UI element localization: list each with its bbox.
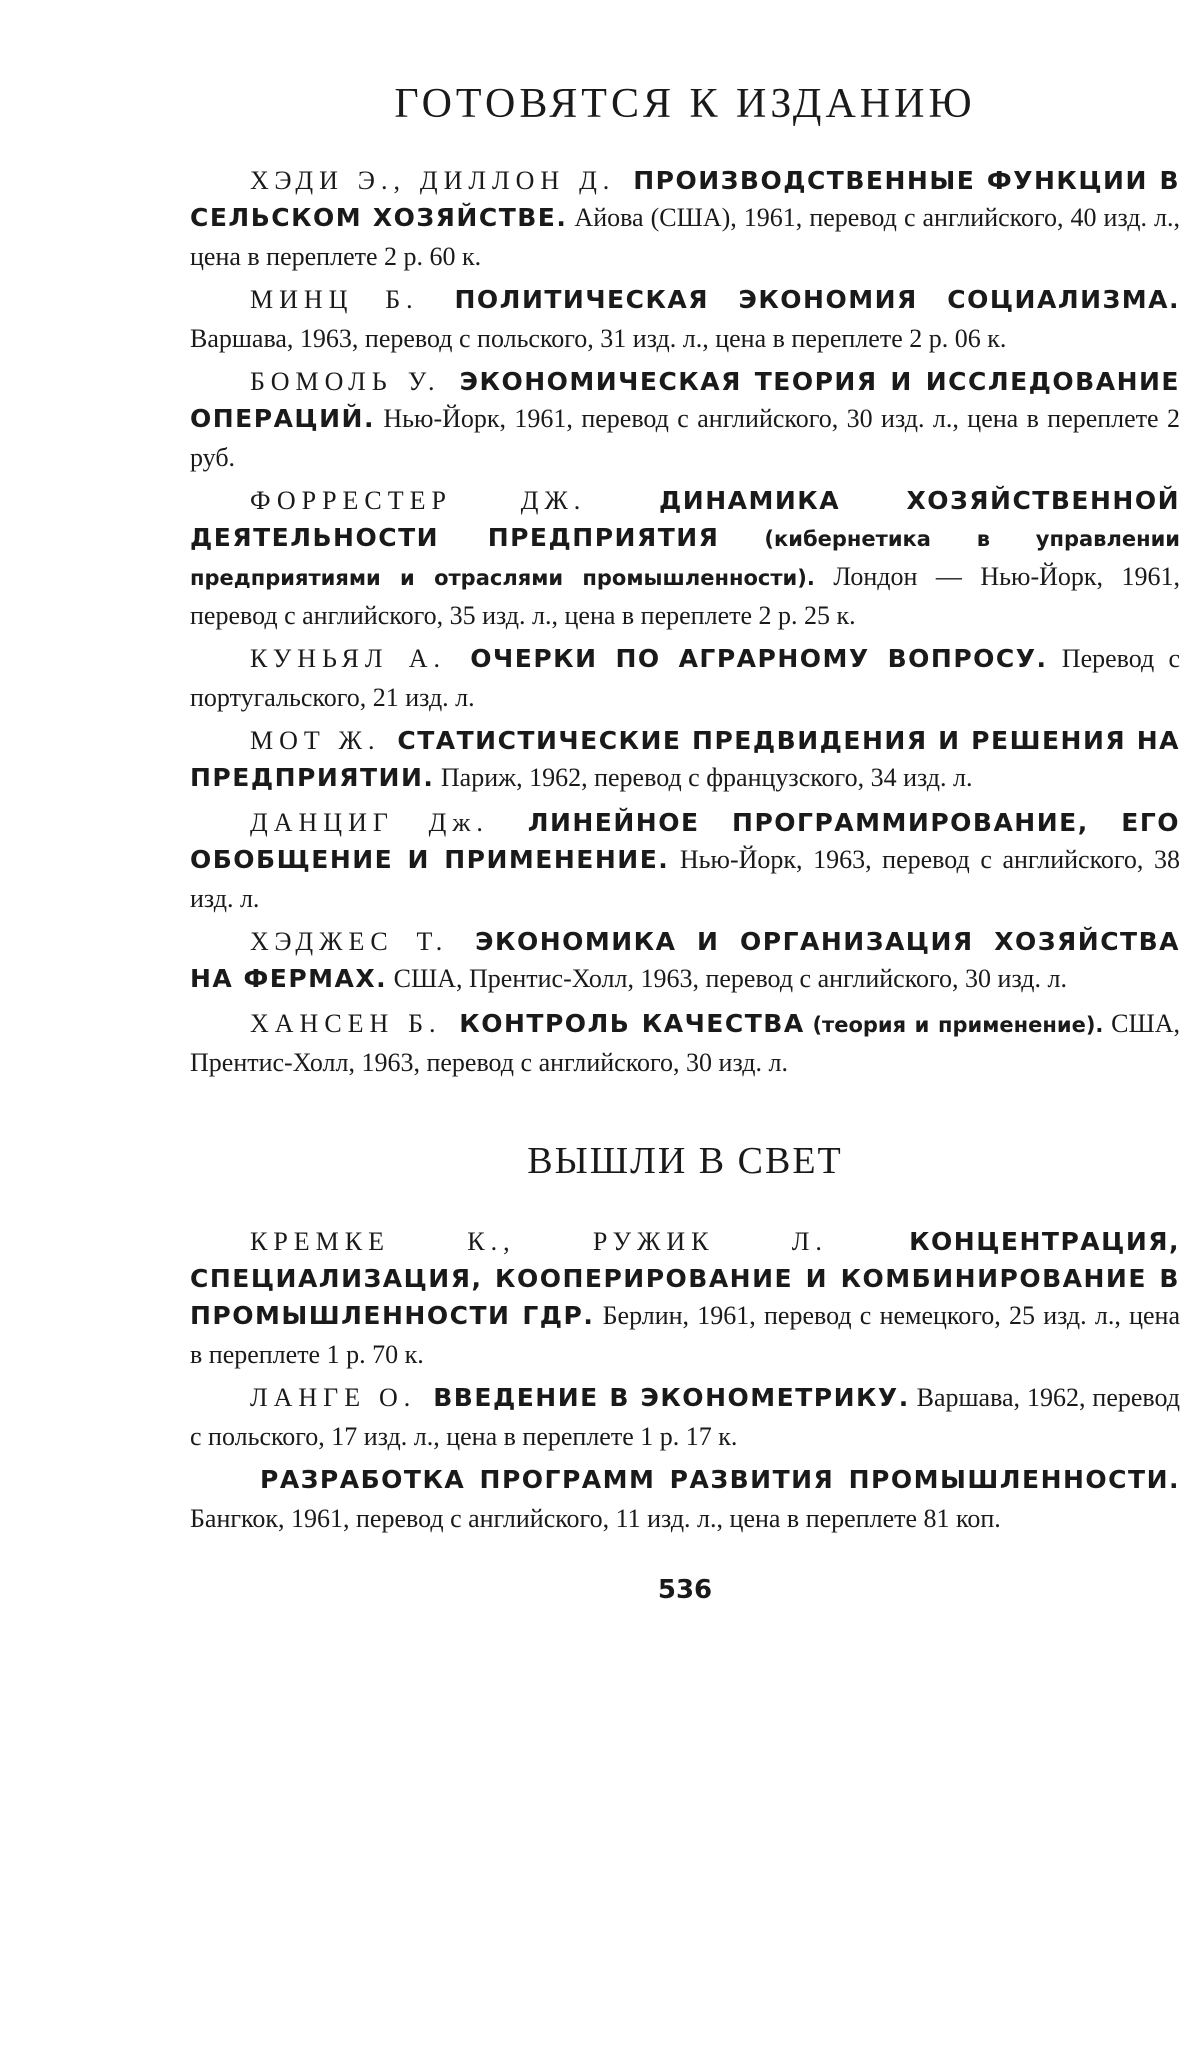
entry-title: ПРОИЗВОДСТВЕННЫЕ ФУНКЦИИ В СЕЛЬСКОМ ХОЗЯЙСТВЕ.	[190, 166, 1181, 232]
section-heading-upcoming: ГОТОВЯТСЯ К ИЗДАНИЮ	[394, 81, 976, 127]
list-item	[190, 1223, 1180, 1373]
list-item	[190, 804, 1180, 917]
list-item	[190, 722, 1180, 798]
entry-title: КОНТРОЛЬ КАЧЕСТВА	[459, 1009, 805, 1038]
entry-author: ХЭДЖЕС Т.	[250, 927, 449, 956]
list-item	[190, 363, 1180, 476]
entry-details: Нью-Йорк, 1963, перевод с английского, 38 изд. л.	[190, 845, 1180, 913]
entry-title: ЛИНЕЙНОЕ ПРОГРАММИРОВАНИЕ, ЕГО ОБОБЩЕНИЕ И ПРИМЕНЕНИЕ.	[190, 808, 1180, 874]
entry-details: США, Прентис-Холл, 1963, перевод с английского, 30 изд. л.	[190, 1009, 1181, 1077]
entry-author: ХЭДИ Э., ДИЛЛОН Д.	[250, 166, 616, 195]
list-item	[190, 482, 1180, 634]
entry-author: ДАНЦИГ Дж.	[250, 808, 489, 837]
entry-details: Берлин, 1961, перевод с немецкого, 25 изд. л., цена в переплете 1 р. 70 к.	[190, 1301, 1180, 1369]
entry-details: Варшава, 1962, перевод с польского, 17 изд. л., цена в переплете 1 р. 17 к.	[190, 1383, 1180, 1451]
entry-details: Лондон — Нью-Йорк, 1961, перевод с английского, 35 изд. л., цена в переплете 2 р. 25 к.	[190, 562, 1181, 630]
entry-subtitle: (теория и применение).	[812, 1013, 1104, 1037]
entry-details: Варшава, 1963, перевод с польского, 31 изд. л., цена в переплете 2 р. 06 к.	[190, 324, 1007, 353]
entry-author: ЛАНГЕ О.	[250, 1383, 417, 1412]
entry-author: МИНЦ Б.	[250, 285, 419, 314]
entry-title: ПОЛИТИЧЕСКАЯ ЭКОНОМИЯ СОЦИАЛИЗМА.	[454, 285, 1181, 314]
entry-title: СТАТИСТИЧЕСКИЕ ПРЕДВИДЕНИЯ И РЕШЕНИЯ НА ПРЕДПРИЯТИИ.	[190, 726, 1180, 792]
entry-details: Перевод с португальского, 21 изд. л.	[190, 644, 1181, 712]
entry-author: КУНЬЯЛ А.	[250, 644, 447, 673]
list-item	[190, 923, 1180, 999]
entry-title: ДИНАМИКА ХОЗЯЙСТВЕННОЙ ДЕЯТЕЛЬНОСТИ ПРЕДПРИЯТИЯ	[190, 486, 1180, 552]
entry-details: Бангкок, 1961, перевод с английского, 11 изд. л., цена в переплете 81 коп.	[190, 1504, 1001, 1533]
entry-author: ХАНСЕН Б.	[250, 1009, 442, 1038]
entry-details: Нью-Йорк, 1961, перевод с английского, 30 изд. л., цена в переплете 2 руб.	[190, 404, 1181, 472]
list-item	[190, 162, 1180, 275]
entry-title: ОЧЕРКИ ПО АГРАРНОМУ ВОПРОСУ.	[470, 644, 1048, 673]
entry-title: РАЗРАБОТКА ПРОГРАММ РАЗВИТИЯ ПРОМЫШЛЕННОСТИ.	[260, 1465, 1180, 1494]
entry-author: ФОРРЕСТЕР ДЖ.	[250, 486, 587, 515]
entry-details: Айова (США), 1961, перевод с английского, 40 изд. л., цена в переплете 2 р. 60 к.	[190, 203, 1180, 271]
page	[190, 80, 1180, 1605]
list-item	[190, 1005, 1180, 1081]
entry-author: КРЕМКЕ К., РУЖИК Л.	[250, 1227, 828, 1256]
entry-title: ЭКОНОМИКА И ОРГАНИЗАЦИЯ ХОЗЯЙСТВА НА ФЕРМАХ.	[190, 927, 1180, 993]
list-item	[190, 1379, 1180, 1455]
upcoming-list	[190, 162, 1180, 1081]
entry-title: ЭКОНОМИЧЕСКАЯ ТЕОРИЯ И ИССЛЕДОВАНИЕ ОПЕРАЦИЙ.	[190, 367, 1181, 433]
section-heading-published: ВЫШЛИ В СВЕТ	[527, 1140, 843, 1182]
entry-title: КОНЦЕНТРАЦИЯ, СПЕЦИАЛИЗАЦИЯ, КООПЕРИРОВАНИЕ И КОМБИНИРОВАНИЕ В ПРОМЫШЛЕННОСТИ ГДР.	[190, 1227, 1181, 1330]
list-item	[190, 1461, 1180, 1537]
entry-author: БОМОЛЬ У.	[250, 367, 441, 396]
entry-details: Париж, 1962, перевод с французского, 34 изд. л.	[440, 763, 973, 792]
published-list	[190, 1223, 1180, 1537]
entry-details: США, Прентис-Холл, 1963, перевод с английского, 30 изд. л.	[393, 964, 1067, 993]
list-item	[190, 281, 1180, 357]
page-number: 536	[657, 1575, 713, 1605]
list-item	[190, 640, 1180, 716]
entry-subtitle: (кибернетика в управлении предприятиями и отраслями промышленности).	[190, 527, 1181, 590]
entry-title: ВВЕДЕНИЕ В ЭКОНОМЕТРИКУ.	[433, 1383, 910, 1412]
entry-author: МОТ Ж.	[250, 726, 381, 755]
